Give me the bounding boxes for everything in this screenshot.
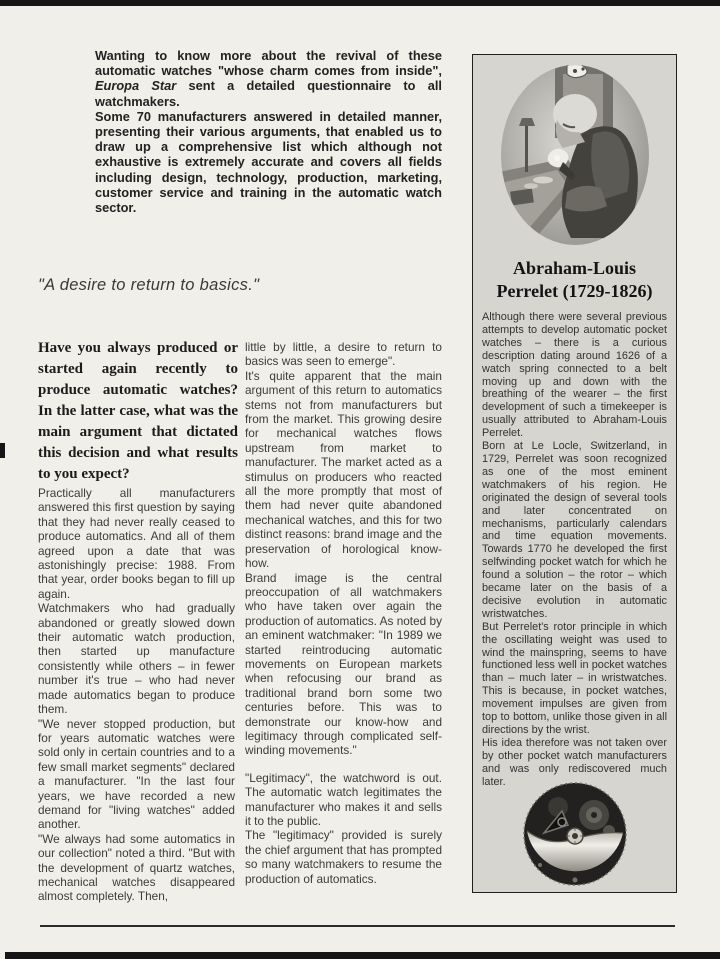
sidebar-paragraph: But Perrelet's rotor principle in which the oscillating weight was used to wind the mainspring, seems to have functioned less well in pocket watches than – much later – in wristwatches. This is because, in pocket watches, movement impulses are given from top to bottom, unlike those given in all directions by the wrist.	[482, 620, 667, 736]
sidebar-paragraph: Born at Le Locle, Switzerland, in 1729, Perrelet was soon recognized as one of the most eminent watchmakers of his region. He originated the design of several tools and later concentrated on mechanisms, particularly calendars and time equation movements. Towards 1770 he developed the first selfwinding pocket watch for which he found a solution – the rotor – which became later on the basis of a decisive evolution in automatic wristwatches.	[482, 440, 667, 620]
watch-movement-image	[522, 781, 628, 887]
sidebar-title-line1: Abraham-Louis	[512, 258, 637, 278]
intro-text-before: Wanting to know more about the revival of these automatic watches "whose charm comes from inside",	[95, 48, 442, 79]
intro-paragraphs	[95, 48, 442, 215]
middle-column	[245, 340, 442, 886]
body-paragraph: "We always had some automatics in our collection" noted a third. "But with the development of quartz watches, mechanical watches disappeared almost completely. Then,	[38, 831, 235, 904]
body-paragraph: "We never stopped production, but for years automatic watches were sold only in certain countries and to a few small market segments" declared a manufacturer. "In the last four years, we have recorded a new demand for "living watches" added another.	[38, 716, 235, 832]
left-edge-registration-mark	[0, 443, 5, 458]
body-paragraph: Brand image is the central preoccupation of all watchmakers who have taken over again the production of automatics. As noted by an eminent watchmaker: "In 1989 we started reintroducing automatic movements on European markets when refocusing our brand as traditional brand born some two centuries before. This was to demonstrate our know-how and legitimacy through complicated self-winding movements."	[245, 570, 442, 758]
left-column	[38, 486, 235, 904]
intro-paragraph-2: Some 70 manufacturers answered in detailed manner, presenting their various arguments, that enabled us to draw up a comprehensive list which although not exhaustive is extremely accurate and covers all fields including design, technology, production, marketing, customer service and training in the automatic watch sector.	[95, 108, 442, 216]
watch-movement-svg	[522, 781, 628, 887]
sidebar-title-line2: Perrelet (1729-1826)	[496, 281, 653, 301]
watchmaker-engraving-svg	[497, 62, 653, 248]
sidebar-title	[479, 257, 670, 303]
top-edge-bar	[0, 0, 720, 6]
question-heading: Have you always produced or started again recently to produce automatic watches? In the latter case, what was the main argument that dictated this decision and what results to you expect?	[38, 340, 238, 482]
sidebar-paragraph: Although there were several previous attempts to develop automatic pocket watches – there is a curious description dating around 1626 of a watch spring connected to a belt moving up and down with the breathing of the wearer – the first development of such a timekeeper is usually attributed to Abraham-Louis Perrelet.	[482, 311, 667, 440]
bottom-edge-bar	[5, 952, 720, 959]
intro-paragraph-1	[95, 48, 442, 109]
watchmaker-engraving-image	[497, 62, 653, 253]
sidebar-paragraph: His idea therefore was not taken over by other pocket watch manufacturers and was only rediscovered much later.	[482, 736, 667, 788]
body-paragraph: The "legitimacy" provided is surely the chief argument that has prompted so many watchmakers to resume the production of automatics.	[245, 828, 442, 886]
body-paragraph: "Legitimacy", the watchword is out. The automatic watch legitimates the manufacturer who makes it and sells it to the public.	[245, 770, 442, 828]
magazine-name: Europa Star	[95, 78, 177, 94]
footer-rule	[40, 925, 675, 927]
body-paragraph: It's quite apparent that the main argument of this return to automatics stems not from manufacturers but from the market. This growing desire for mechanical watches flows upstream from market to manufacturer. The market acted as a stimulus on producers who reacted all the more promptly that most of them had never quite abandoned mechanical watches, and this for two distinct reasons: brand image and the preservation of horological know-how.	[245, 368, 442, 571]
sidebar-body	[482, 311, 667, 789]
sidebar-panel	[472, 54, 677, 893]
body-paragraph: Practically all manufacturers answered this first question by saying that they had never really ceased to produce automatics. And all of them agreed upon a date that was astonishingly precise: 1988. From that year, order books began to fill up again.	[38, 486, 235, 601]
pull-quote: "A desire to return to basics."	[38, 276, 260, 294]
intro-text-after: sent a detailed questionnaire to all watchmakers.	[95, 78, 442, 109]
body-paragraph: little by little, a desire to return to basics was seen to emerge".	[245, 340, 442, 369]
body-paragraph: Watchmakers who had gradually abandoned or greatly slowed down their automatic watch production, then started up manufacture consistently while others – in fewer number it's true – who had never made automatics began to produce them.	[38, 601, 235, 717]
